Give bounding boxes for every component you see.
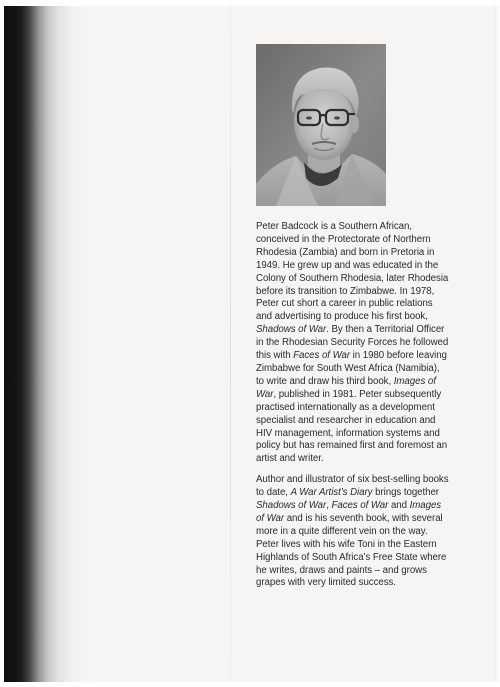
page-left-edge [0, 0, 4, 687]
text-run: and [388, 500, 410, 512]
text-line [256, 298, 488, 311]
text-run: to write and draw his third book, [256, 375, 394, 387]
text-run: brings together [372, 487, 439, 499]
text-line [256, 565, 488, 578]
text-run: 1949. He grew up and was educated in the [256, 259, 439, 271]
text-run: Zimbabwe for South West Africa (Namibia), [256, 362, 440, 374]
book-title-italic: Shadows of War [256, 500, 327, 512]
book-gutter-shadow [4, 6, 94, 682]
text-run: Author and illustrator of six best-selling books [256, 474, 449, 486]
text-run: HIV management, information systems and [256, 427, 440, 439]
text-line [256, 500, 488, 513]
text-line [256, 453, 488, 466]
text-line [256, 337, 488, 350]
text-line [256, 487, 488, 500]
text-line [256, 311, 488, 324]
text-run: artist and writer. [256, 453, 324, 465]
text-line [256, 273, 488, 286]
text-run: in 1980 before leaving [350, 350, 447, 362]
book-title-italic: War [256, 388, 274, 400]
text-run: grapes with very limited success. [256, 577, 396, 589]
page-fold-line [230, 6, 231, 682]
author-portrait-photo [256, 44, 386, 206]
text-run: Peter lives with his wife Toni in the Eastern [256, 538, 437, 550]
page-right-edge [494, 6, 500, 682]
text-line [256, 402, 488, 415]
book-title-italic: Shadows of War [256, 324, 327, 336]
book-title-italic: A War Artist’s Diary [290, 487, 373, 499]
text-run: he writes, draws and paints – and grows [256, 564, 427, 576]
text-run: Peter Badcock is a Southern African, [256, 221, 412, 232]
text-run: , published in 1981. Peter subsequently [273, 388, 442, 400]
text-run: policy but has remained first and foremost an [256, 440, 448, 452]
text-run: Colony of Southern Rhodesia, later Rhodesia [256, 272, 449, 284]
author-portrait-illustration [256, 44, 386, 206]
book-title-italic: of War [256, 512, 285, 524]
text-line [256, 577, 488, 590]
biography-paragraph-1 [256, 221, 488, 466]
book-title-italic: Images of [393, 375, 436, 387]
text-line [256, 389, 488, 402]
text-line [256, 415, 488, 428]
text-run: to date, [256, 487, 291, 499]
text-run: , [326, 500, 332, 512]
book-title-italic: Faces of War [331, 500, 389, 512]
text-line [256, 474, 488, 487]
text-line [256, 324, 488, 337]
text-run: Highlands of South Africa’s Free State where [256, 551, 447, 563]
text-run: practised internationally as a development [256, 401, 435, 413]
text-line [256, 221, 488, 234]
text-run: Rhodesia (Zambia) and born in Pretoria in [256, 246, 435, 258]
text-line [256, 513, 488, 526]
text-run: more in a quite different vein on the way. [256, 525, 428, 537]
page-bottom-margin [4, 682, 500, 687]
author-biography [256, 221, 488, 598]
book-title-italic: Images [409, 500, 442, 512]
text-line [256, 552, 488, 565]
text-line [256, 428, 488, 441]
text-run: Peter cut short a career in public relations [256, 298, 433, 310]
text-run: . By then a Territorial Officer [326, 324, 445, 336]
text-run: and is his seventh book, with several [284, 512, 443, 524]
text-line [256, 350, 488, 363]
text-line [256, 526, 488, 539]
text-run: this with [256, 350, 294, 362]
text-line [256, 260, 488, 273]
text-run: conceived in the Protectorate of Northern [256, 233, 431, 245]
text-line [256, 440, 488, 453]
text-run: in the Rhodesian Security Forces he followed [256, 337, 449, 349]
text-line [256, 286, 488, 299]
text-line [256, 376, 488, 389]
biography-paragraph-2 [256, 474, 488, 590]
text-line [256, 234, 488, 247]
text-run: and advertising to produce his first book, [256, 311, 428, 323]
book-title-italic: Faces of War [293, 350, 351, 362]
text-run: before its transition to Zimbabwe. In 1978, [256, 285, 435, 297]
text-line [256, 247, 488, 260]
text-line [256, 539, 488, 552]
text-run: specialist and researcher in education and [256, 414, 436, 426]
text-line [256, 363, 488, 376]
